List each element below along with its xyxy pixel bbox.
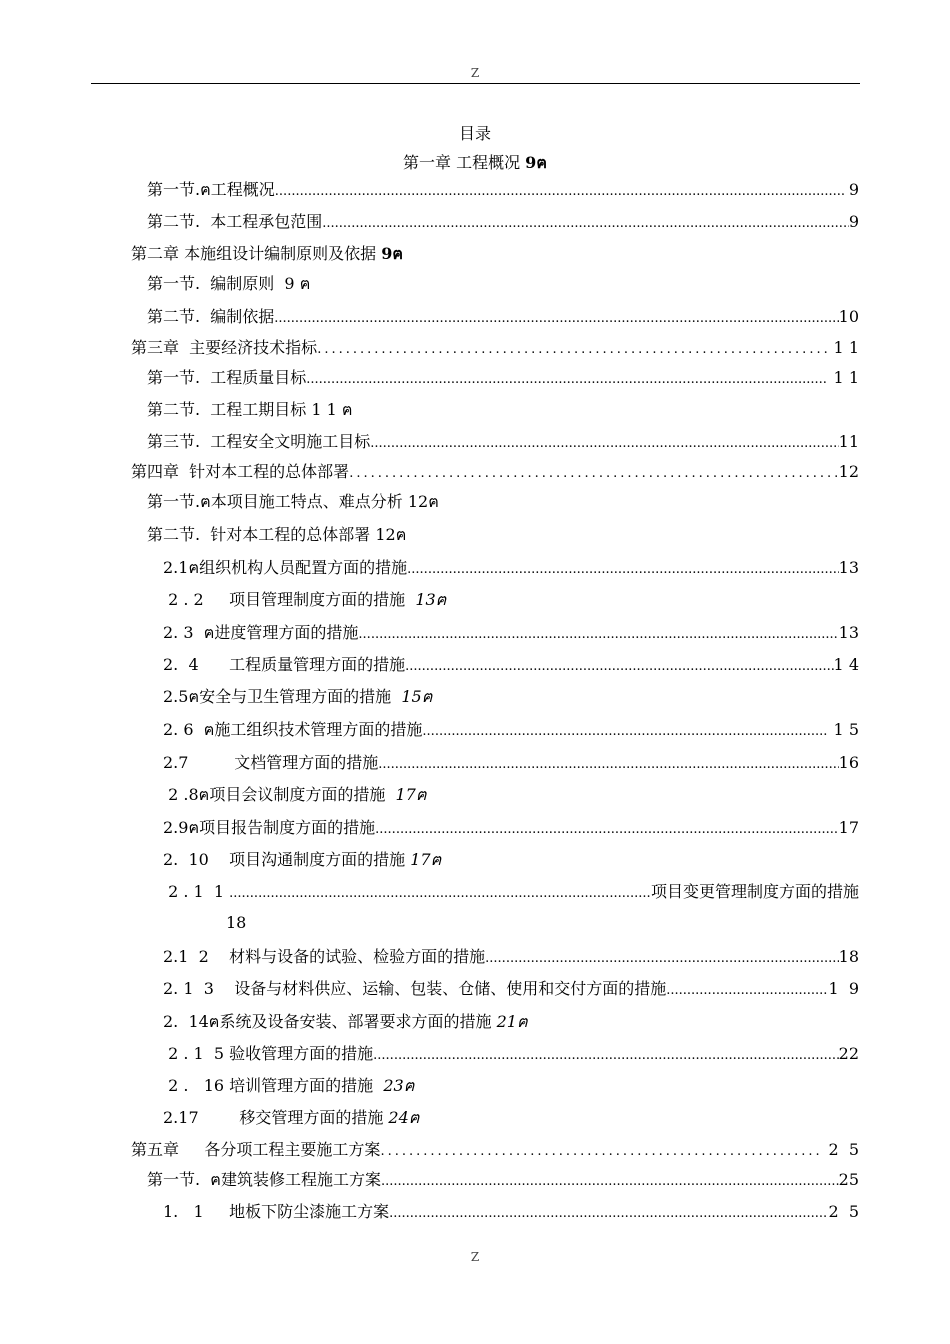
toc-chapter-3[interactable] [131,338,859,360]
toc-anchor-mark: ฅ [408,1108,420,1127]
toc-label: 第五章 各分项工程主要施工方案 [131,1140,381,1159]
toc-leader [380,1142,823,1162]
toc-page: 17 [410,850,431,869]
toc-label: 2. 1 3 设备与材料供应、运输、包装、仓储、使用和交付方面的措施 [163,979,667,998]
toc-anchor-mark: ฅ [421,687,433,706]
toc-leader [405,657,833,677]
toc-entry-c4s1[interactable] [147,492,859,512]
toc-leader [485,949,838,969]
toc-label: 1. 1 地板下防尘漆施工方案 [163,1202,390,1221]
toc-page: 16 [838,753,859,772]
toc-label: 第二章 本施组设计编制原则及依据 [131,244,382,263]
toc-anchor-mark: ฅ [415,785,427,804]
toc-page: 17 [395,785,416,804]
toc-entry-2-12[interactable] [163,947,859,969]
toc-page: 17 [838,818,859,837]
toc-entry-2-7[interactable] [163,753,859,775]
toc-entry-2-9[interactable] [163,818,859,840]
toc-entry-c4s2[interactable] [147,525,859,545]
toc-page: 23 [383,1076,404,1095]
toc-page: 13 [838,558,859,577]
toc-page: 24 [388,1108,409,1127]
toc-label: 2.1ฅ组织机构人员配置方面的措施 [163,558,408,577]
toc-label: 2.17 移交管理方面的措施 [163,1108,389,1127]
toc-label: 2.5ฅ安全与卫生管理方面的措施 [163,687,402,706]
toc-leader [422,722,828,742]
toc-leader [378,755,838,775]
toc-leader [407,560,838,580]
toc-anchor-mark: ฅ [536,153,548,172]
toc-page: 13 [415,590,436,609]
toc-page: 9 [848,212,859,231]
toc-page: 1 1 [828,368,859,387]
toc-page: 9 [843,180,859,199]
toc-chapter-1[interactable] [0,150,950,176]
toc-entry-c2s2[interactable] [147,307,859,329]
toc-entry-2-15[interactable] [163,1044,859,1066]
toc-anchor-mark: ฅ [516,1012,528,1031]
toc-leader [666,981,828,1001]
toc-label: 2 . 16 培训管理方面的措施 [163,1076,384,1095]
toc-label-continued: 项目变更管理制度方面的措施 [650,882,859,901]
toc-page: 2 5 [828,1202,859,1221]
toc-anchor-mark: ฅ [430,850,442,869]
toc-label: 2. 6 ฅ施工组织技术管理方面的措施 [163,720,423,739]
toc-page: 1 1 [828,338,859,357]
toc-page: 18 [838,947,859,966]
toc-entry-2-4[interactable] [163,655,859,677]
toc-page: 13 [838,623,859,642]
toc-label: 2. 4 工程质量管理方面的措施 [163,655,406,674]
toc-entry-2-2[interactable] [163,590,859,610]
toc-label: 第一章 工程概况 [402,153,526,172]
toc-label: 2. 3 ฅ进度管理方面的措施 [163,623,359,642]
toc-entry-2-5[interactable] [163,687,859,707]
toc-chapter-5[interactable] [131,1140,859,1162]
toc-page: 25 [838,1170,859,1189]
toc-entry-c3s1[interactable] [147,368,859,390]
toc-label: 2. 14ฅ系统及设备安装、部署要求方面的措施 [163,1012,497,1031]
toc-leader [389,1204,828,1224]
toc-label: 第一节.ฅ本项目施工特点、难点分析 12ฅ [147,492,439,511]
toc-label: 第二节. 针对本工程的总体部署 12ฅ [147,525,407,544]
toc-label: 2 . 2 项目管理制度方面的措施 [163,590,416,609]
toc-label: 2 . 1 1 [163,882,230,901]
toc-label: 2. 10 项目沟通制度方面的措施 [163,850,411,869]
toc-leader [317,340,828,360]
toc-label: 第一节.ฅ工程概况 [147,180,275,199]
toc-leader [229,884,651,904]
toc-entry-2-14[interactable] [163,1012,859,1032]
toc-chapter-4[interactable] [131,462,859,484]
toc-label: 第一节. ฅ建筑装修工程施工方案 [147,1170,381,1189]
toc-entry-1-1[interactable] [163,1202,859,1224]
toc-page: 22 [838,1044,859,1063]
toc-label: 第二节. 本工程承包范围 [147,212,323,231]
toc-entry-c1s1[interactable] [147,180,859,202]
toc-entry-2-8[interactable] [163,785,859,805]
page-footer: Z [470,1250,480,1264]
toc-label: 2.1 2 材料与设备的试验、检验方面的措施 [163,947,486,966]
toc-leader [306,370,828,390]
toc-page: 11 [838,432,859,451]
toc-entry-2-3[interactable] [163,623,859,645]
header-rule [91,83,860,84]
toc-anchor-mark: ฅ [435,590,447,609]
toc-page: 1 5 [828,720,859,739]
toc-entry-c5s1[interactable] [147,1170,859,1192]
toc-entry-2-1[interactable] [163,558,859,580]
toc-entry-c2s1[interactable] [147,274,859,294]
toc-leader [322,214,849,234]
toc-entry-2-13[interactable] [163,979,859,1001]
toc-page: 12 [838,462,859,481]
toc-label: 第一节. 工程质量目标 [147,368,307,387]
toc-entry-c1s2[interactable] [147,212,859,234]
toc-leader [275,182,844,202]
toc-label: 2 . 1 5 验收管理方面的措施 [163,1044,374,1063]
toc-label: 2 .8ฅ项目会议制度方面的措施 [163,785,396,804]
toc-page: 9 [381,244,393,263]
toc-page: 10 [838,307,859,326]
toc-leader [274,309,838,329]
toc-label: 第二节. 工程工期目标 1 1 ฅ [147,400,353,419]
page-header: Z [470,66,480,80]
toc-page: 1 4 [833,655,859,674]
toc-chapter-2[interactable] [131,244,859,264]
toc-page: 15 [401,687,422,706]
toc-page: 18 [226,913,247,932]
toc-entry-2-16[interactable] [163,1076,859,1096]
toc-label: 第三章 主要经济技术指标 [131,338,318,357]
toc-page: 21 [496,1012,517,1031]
toc-leader [370,434,838,454]
toc-label: 2.9ฅ项目报告制度方面的措施 [163,818,376,837]
toc-label: 第一节. 编制原则 9 ฅ [147,274,311,293]
toc-page: 9 [525,153,537,172]
toc-leader [375,820,838,840]
toc-entry-2-17[interactable] [163,1108,859,1128]
toc-label: 第四章 针对本工程的总体部署 [131,462,350,481]
toc-entry-2-6[interactable] [163,720,859,742]
toc-entry-c3s2[interactable] [147,400,859,420]
toc-leader [373,1046,838,1066]
toc-page: 1 9 [828,979,859,998]
toc-leader [358,625,838,645]
toc-entry-c3s3[interactable] [147,432,859,454]
toc-leader [381,1172,839,1192]
toc-label: 第三节. 工程安全文明施工目标 [147,432,371,451]
toc-entry-2-11[interactable] [163,882,859,904]
toc-leader [349,464,838,484]
toc-anchor-mark: ฅ [392,244,404,263]
toc-page: 2 5 [823,1140,859,1159]
toc-anchor-mark: ฅ [403,1076,415,1095]
toc-entry-2-10[interactable] [163,850,859,870]
toc-label: 2.7 文档管理方面的措施 [163,753,379,772]
toc-label: 第二节. 编制依据 [147,307,275,326]
toc-title: 目录 [458,124,491,143]
